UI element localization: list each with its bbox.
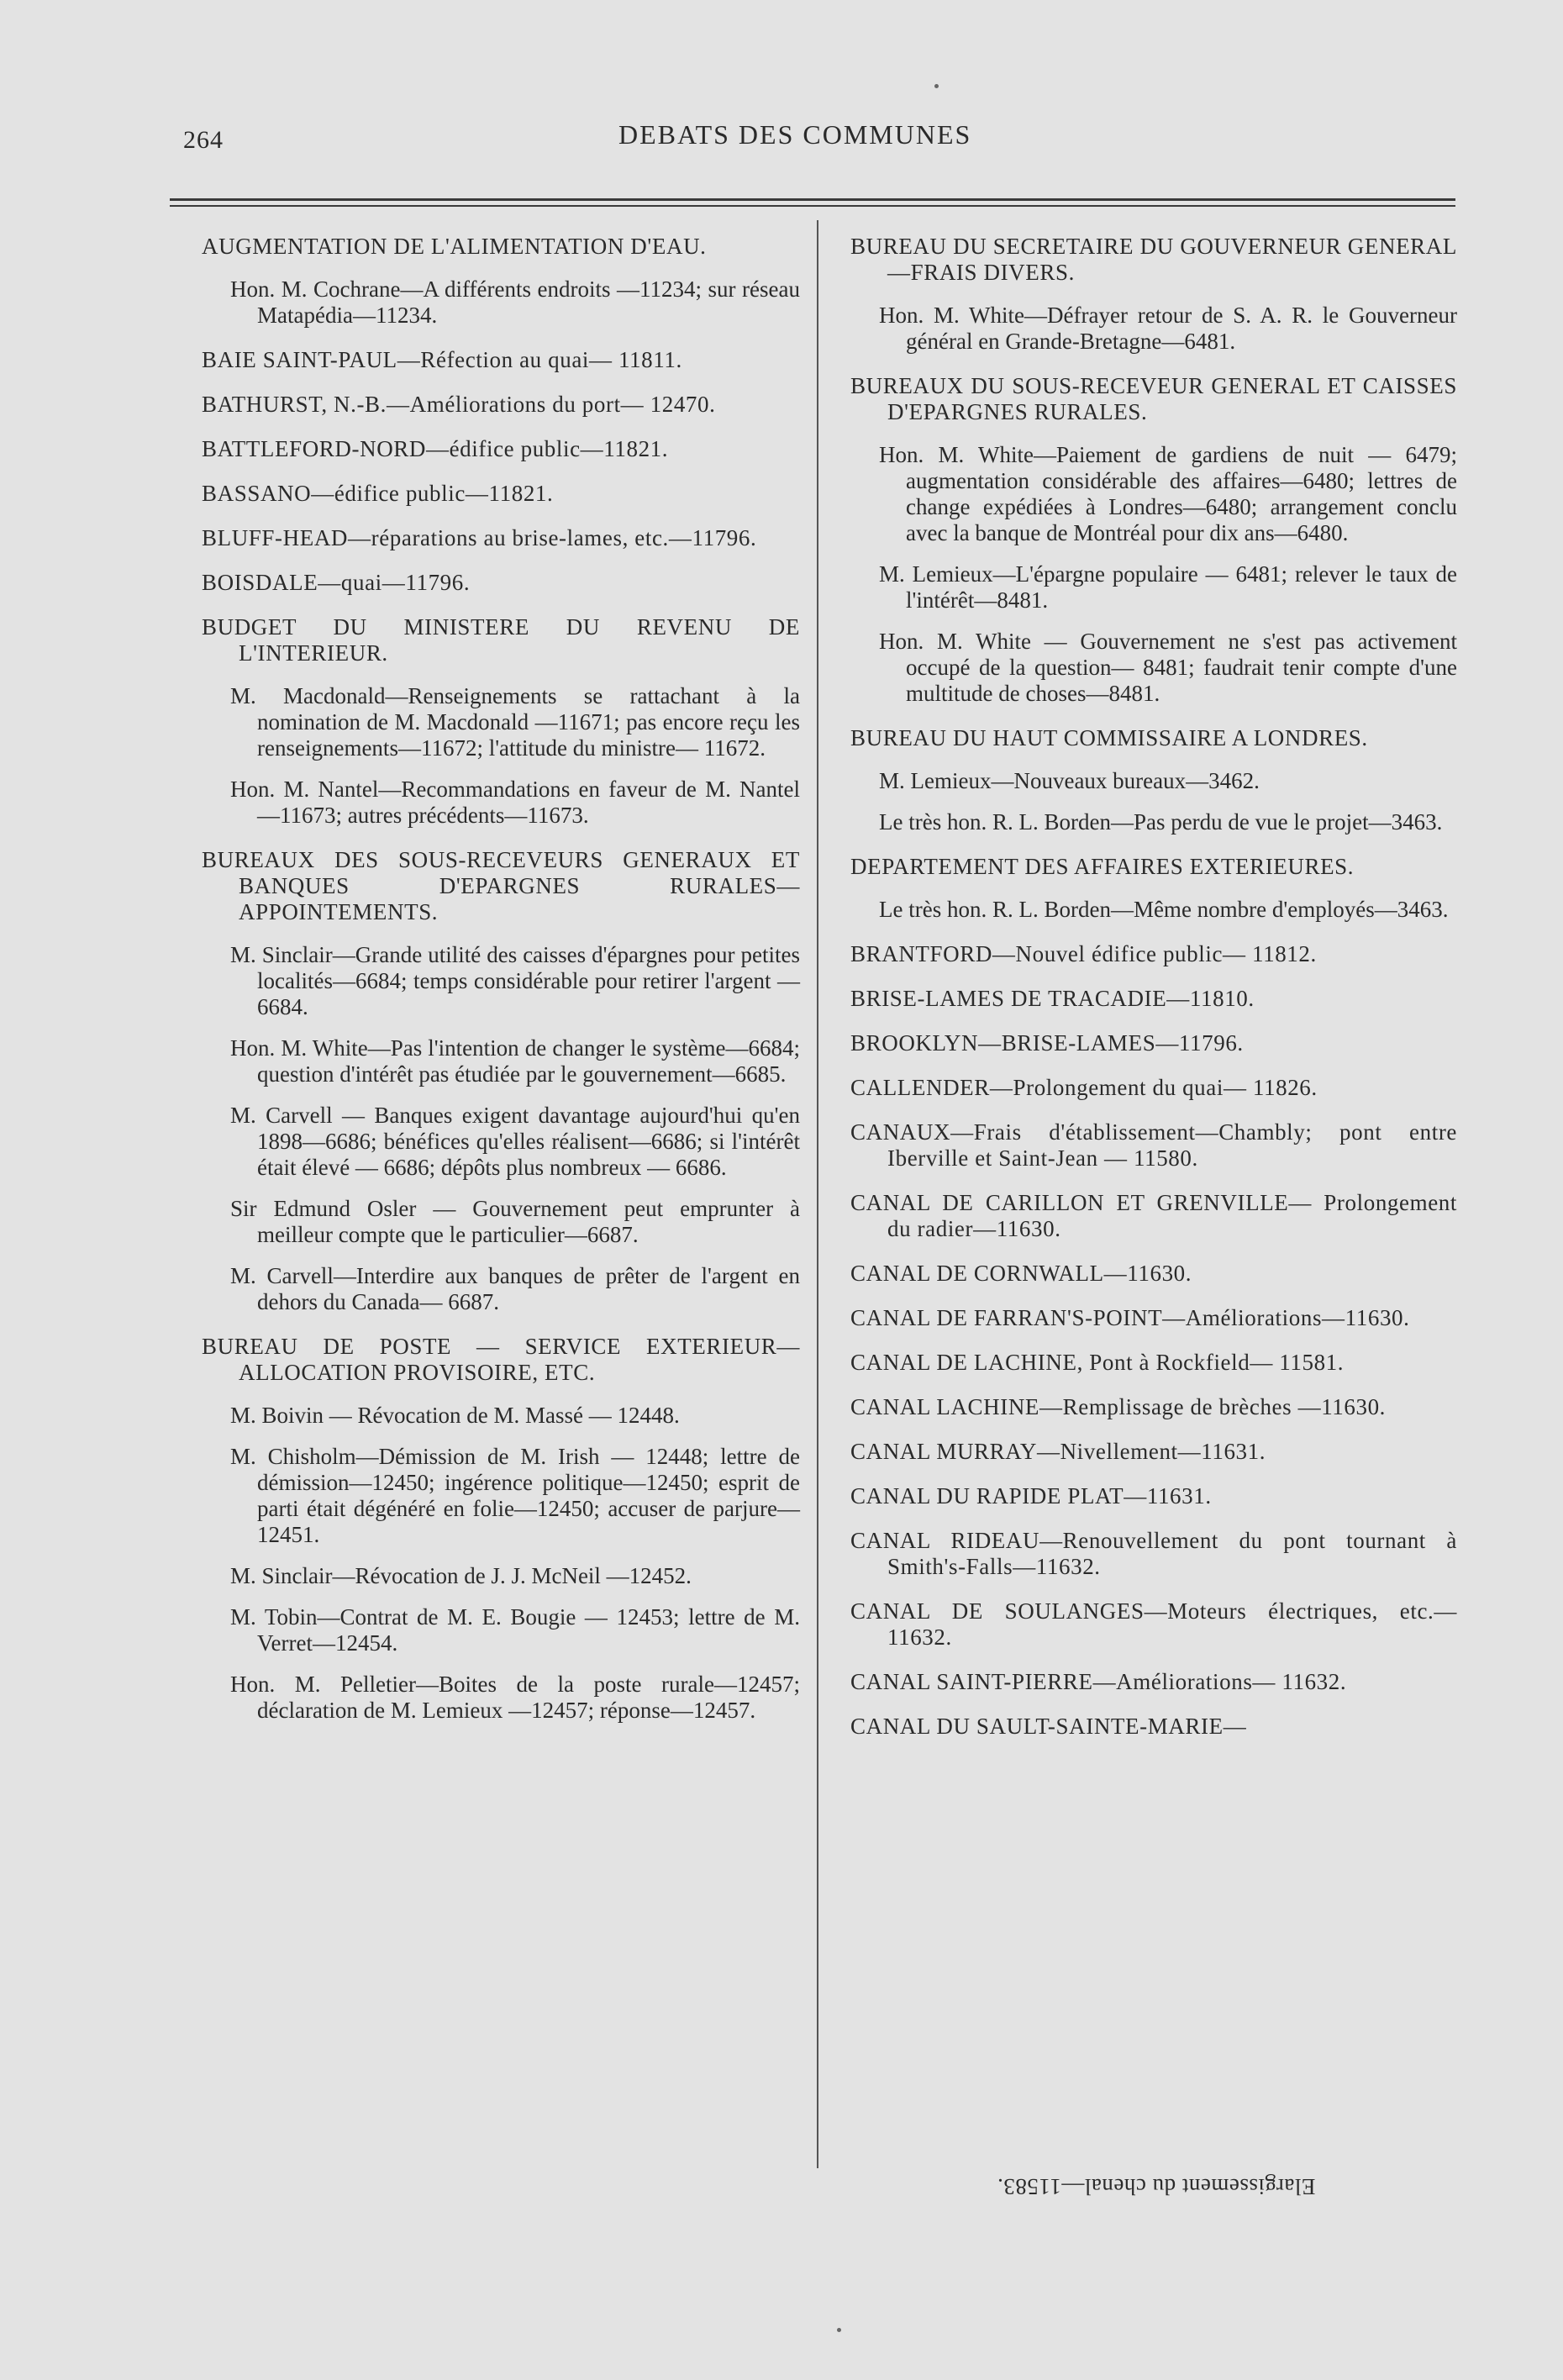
index-heading: CANAL DE LACHINE, Pont à Rockfield— 11581. [850,1350,1345,1375]
index-heading: CANAL MURRAY—Nivellement—11631. [850,1439,1266,1464]
index-heading: BOISDALE—quai—11796. [202,570,471,595]
column-divider [817,220,818,2168]
index-heading: BATTLEFORD-NORD—édifice public—11821. [202,436,669,461]
index-entry [850,1350,1457,1376]
index-entry [202,436,800,462]
index-heading: CANAL DE FARRAN'S-POINT—Améliorations—11630. [850,1305,1410,1330]
index-entry [202,481,800,507]
index-entry [850,1598,1457,1651]
index-heading: BRANTFORD—Nouvel édifice public— 11812. [850,941,1317,966]
index-entry [850,725,1457,835]
subentry-list [202,683,800,829]
subentry-list [202,942,800,1315]
index-entry [850,1190,1457,1242]
index-subentry: M. Lemieux—L'épargne populaire — 6481; relever le taux de l'intérêt—8481. [879,561,1457,613]
index-heading: BUREAU DU SECRETAIRE DU GOUVERNEUR GENERAL—FRAIS DIVERS. [850,234,1457,285]
index-subentry: Sir Edmund Osler — Gouvernement peut emprunter à meilleur compte que le particulier—6687. [230,1196,800,1247]
index-heading: BAIE SAINT-PAUL—Réfection au quai— 11811. [202,347,682,372]
print-speck [837,2328,841,2332]
index-entry [202,234,800,329]
index-heading: CALLENDER—Prolongement du quai— 11826. [850,1075,1318,1100]
running-title: DEBATS DES COMMUNES [618,119,972,150]
index-subentry: M. Carvell—Interdire aux banques de prêter de l'argent en dehors du Canada— 6687. [230,1263,800,1314]
subentry-list [202,276,800,329]
index-entry [850,1439,1457,1465]
index-entry [850,1075,1457,1101]
index-subentry: Hon. M. Pelletier—Boites de la poste rurale—12457; déclaration de M. Lemieux —12457; réponse—12457. [230,1672,800,1723]
index-entry [850,1483,1457,1509]
index-heading: CANAL DE SOULANGES—Moteurs électriques, etc.—11632. [850,1598,1457,1650]
index-entry [850,1119,1457,1172]
index-heading: BATHURST, N.-B.—Améliorations du port— 12470. [202,392,716,417]
index-subentry: M. Tobin—Contrat de M. E. Bougie — 12453; lettre de M. Verret—12454. [230,1604,800,1656]
index-heading: CANAL DU RAPIDE PLAT—11631. [850,1483,1212,1509]
index-heading: BUREAUX DES SOUS-RECEVEURS GENERAUX ET BANQUES D'EPARGNES RURALES—APPOINTEMENTS. [202,847,800,924]
subentry-list [850,768,1457,835]
index-heading: CANAUX—Frais d'établissement—Chambly; pont entre Iberville et Saint-Jean — 11580. [850,1119,1457,1171]
index-subentry: Le très hon. R. L. Borden—Même nombre d'employés—3463. [879,897,1449,922]
index-entry [850,986,1457,1012]
index-entry [850,854,1457,923]
index-subentry: M. Lemieux—Nouveaux bureaux—3462. [879,768,1260,793]
index-subentry: Le très hon. R. L. Borden—Pas perdu de vue le projet—3463. [879,809,1443,835]
index-heading: CANAL RIDEAU—Renouvellement du pont tournant à Smith's-Falls—11632. [850,1528,1457,1579]
subentry-list [850,442,1457,707]
index-subentry: Hon. M. Nantel—Recommandations en faveur de M. Nantel—11673; autres précédents—11673. [230,777,800,828]
index-subentry: Hon. M. Cochrane—A différents endroits —11234; sur réseau Matapédia—11234. [230,276,800,328]
index-subentry: Hon. M. White—Pas l'intention de changer le système—6684; question d'intérêt pas étudiée par le gouvernement—6685. [230,1035,800,1087]
subentry-list [850,303,1457,355]
index-entry [850,1030,1457,1056]
header-rule-top [170,198,1455,201]
index-entry [850,1394,1457,1420]
left-column [202,234,800,1742]
page-number: 264 [183,126,224,154]
header-rule-bottom [170,205,1455,207]
index-entry [202,392,800,418]
flipped-footer-line: Elargissement du chenal—11583. [997,2174,1316,2199]
index-subentry: M. Macdonald—Renseignements se rattachant à la nomination de M. Macdonald —11671; pas encore reçu les renseignements—11672; l'attitude du ministre— 11672. [230,683,800,761]
index-heading: BUREAU DE POSTE — SERVICE EXTERIEUR—ALLOCATION PROVISOIRE, ETC. [202,1334,800,1385]
index-entry [850,234,1457,355]
index-heading: CANAL DE CORNWALL—11630. [850,1261,1192,1286]
index-entry [850,1714,1457,1740]
index-heading: CANAL LACHINE—Remplissage de brèches —11630. [850,1394,1387,1419]
index-heading: CANAL SAINT-PIERRE—Améliorations— 11632. [850,1669,1347,1694]
index-subentry: M. Carvell — Banques exigent davantage aujourd'hui qu'en 1898—6686; bénéfices qu'elles réalisent—6686; si l'intérêt était élevé — 6686; dépôts plus nombreux — 6686. [230,1103,800,1180]
index-entry [850,1669,1457,1695]
index-heading: DEPARTEMENT DES AFFAIRES EXTERIEURES. [850,854,1355,879]
index-heading: BLUFF-HEAD—réparations au brise-lames, etc.—11796. [202,525,757,550]
index-entry [202,614,800,829]
index-entry [850,1305,1457,1331]
index-subentry: M. Boivin — Révocation de M. Massé — 12448. [230,1403,680,1428]
index-heading: BROOKLYN—BRISE-LAMES—11796. [850,1030,1244,1056]
subentry-list [202,1403,800,1724]
index-heading: CANAL DE CARILLON ET GRENVILLE— Prolongement du radier—11630. [850,1190,1457,1241]
index-subentry: M. Sinclair—Grande utilité des caisses d'épargnes pour petites localités—6684; temps considérable pour retirer l'argent —6684. [230,942,800,1019]
index-subentry: Hon. M. White—Défrayer retour de S. A. R. le Gouverneur général en Grande-Bretagne—6481. [879,303,1457,354]
index-heading: BASSANO—édifice public—11821. [202,481,554,506]
index-heading: BUREAUX DU SOUS-RECEVEUR GENERAL ET CAISSES D'EPARGNES RURALES. [850,373,1457,424]
index-entry [202,347,800,373]
index-entry [850,941,1457,967]
index-subentry: M. Chisholm—Démission de M. Irish — 12448; lettre de démission—12450; ingérence politique—12450; esprit de parti était dégénéré en folie—12450; accuser de parjure—12451. [230,1444,800,1547]
index-entry [202,570,800,596]
index-subentry: M. Sinclair—Révocation de J. J. McNeil —12452. [230,1563,692,1588]
index-entry [202,525,800,551]
print-speck [934,84,939,88]
index-heading: BRISE-LAMES DE TRACADIE—11810. [850,986,1255,1011]
index-entry [850,1528,1457,1580]
index-heading: AUGMENTATION DE L'ALIMENTATION D'EAU. [202,234,707,259]
right-column [850,234,1457,1758]
index-entry [850,373,1457,707]
index-subentry: Hon. M. White — Gouvernement ne s'est pas activement occupé de la question— 8481; faudrait tenir compte d'une multitude de choses—8481. [879,629,1457,706]
index-subentry: Hon. M. White—Paiement de gardiens de nuit — 6479; augmentation considérable des affaires—6480; lettres de change expédiées à Londres—6480; arrangement conclu avec la banque de Montréal pour dix ans—6480. [879,442,1457,545]
subentry-list [850,897,1457,923]
index-heading: BUREAU DU HAUT COMMISSAIRE A LONDRES. [850,725,1368,750]
index-entry [850,1261,1457,1287]
index-entry [202,1334,800,1724]
index-heading: BUDGET DU MINISTERE DU REVENU DE L'INTERIEUR. [202,614,800,666]
index-entry [202,847,800,1315]
index-heading: CANAL DU SAULT-SAINTE-MARIE— [850,1714,1247,1739]
